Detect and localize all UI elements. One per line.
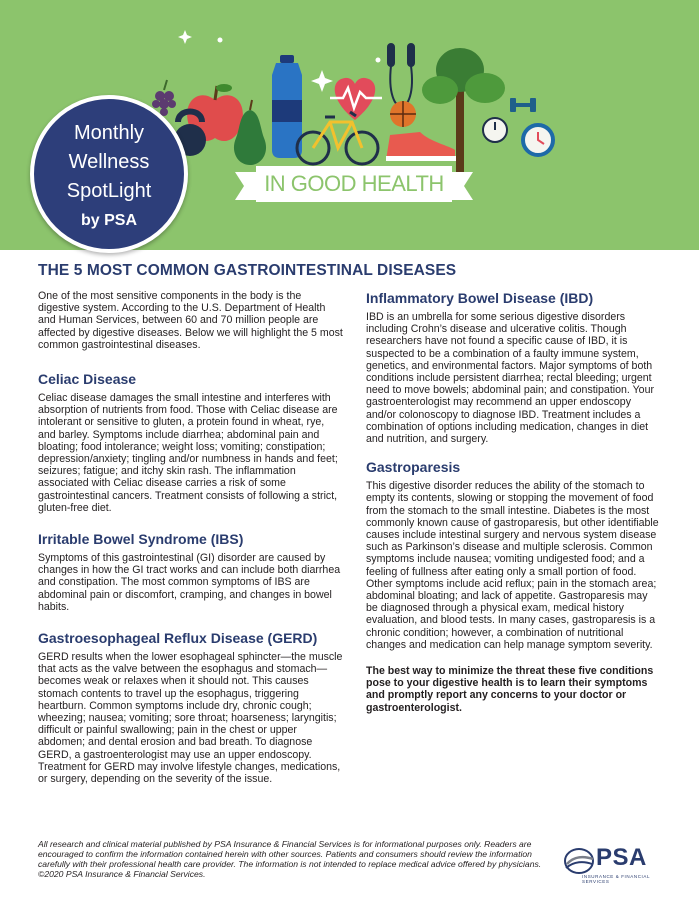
celiac-heading: Celiac Disease: [38, 371, 137, 388]
bicycle-icon: [297, 112, 378, 164]
gerd-heading: Gastroesophageal Reflux Disease (GERD): [38, 630, 318, 647]
disclaimer-text: All research and clinical material published by PSA Insurance & Financial Services is for informational purposes only. Readers are encouraged to confirm the information contained herein with other sources. Patients and consumers should review the information carefully with their professional health care provider. The information is not intended to replace medical advice offered by physicians. ©2020 PSA Insurance & Financial Services.: [38, 839, 542, 879]
gastroparesis-body: This digestive disorder reduces the ability of the stomach to empty its contents, slowing or stopping the movement of food from the stomach to the small intestine. Diabetes is the most commonly known cause of gastroparesis, but other identifiable causes include intestinal surgery and nervous system disease such as Parkinson’s disease and multiple sclerosis. Common symptoms include nausea; vomiting undigested food; and a feeling of fullness after eating only a small portion of food. Other symptoms include acid reflux; pain in the stomach area; abdominal bloating; and lack of appetite. Gastroparesis may be diagnosed through a physical exam, medical history evaluation, and blood tests. In many cases, gastroparesis is a chronic condition; however, a combination of nutritional changes and medication can help manage symptom severity.: [366, 480, 659, 651]
banner-text: IN GOOD HEALTH: [264, 171, 444, 196]
badge-by-psa: by PSA: [80, 212, 137, 229]
sneaker-icon: [386, 132, 456, 161]
logo-name: PSA: [596, 844, 647, 871]
dumbbell-icon: [510, 98, 536, 112]
basketball-icon: [390, 101, 416, 127]
gerd-body: GERD results when the lower esophageal sphincter—the muscle that acts as the valve between the esophagus and stomach—becomes weak or relaxes when it should not. This causes stomach contents to travel up the esophagus, triggering heartburn. Common symptoms include dry, chronic cough; wheezing; nausea; vomiting; sore throat; hoarseness; laryngitis; difficult or painful swallowing; pain in the chest or upper abdomen; and dental erosion and bad breath. To diagnose GERD, a gastroenterologist may use an upper endoscopy. Treatment for GERD may involve lifestyle changes, medications, or surgery, depending on the severity of the issue.: [38, 651, 343, 786]
ibd-body: IBD is an umbrella for some serious digestive disorders including Crohn’s disease and ulcerative colitis. Though researchers have not found a specific cause of IBD, it is suspected to be a combination of a faulty immune system, genetics, and environmental factors. Major symptoms of both conditions include persistent diarrhea; rectal bleeding; urgent need to move bowels; abdominal pain; and constipation. Your gastroenterologist may recommend an upper endoscopy and/or colonoscopy to diagnose IBD. Treatment includes a combination of options including medication, changes in diet and nutrition, and surgery.: [366, 311, 654, 446]
logo-subtitle: INSURANCE & FINANCIAL SERVICES: [582, 874, 650, 884]
right-column: [366, 290, 660, 714]
page-title: THE 5 MOST COMMON GASTROINTESTINAL DISEASES: [38, 262, 457, 279]
badge-line-1: Monthly: [73, 122, 145, 144]
heart-rate-icon: [330, 78, 382, 120]
ibs-heading: Irritable Bowel Syndrome (IBS): [38, 531, 244, 548]
intro-paragraph: One of the most sensitive components in the body is the digestive system. According to the U.S. Department of Health and Human Services, between 60 and 70 million people are affected by digestive diseases. Below we will highlight the 5 most common gastrointestinal diseases.: [38, 290, 343, 351]
psa-globe-icon: [562, 846, 596, 876]
ibs-body: Symptoms of this gastrointestinal (GI) disorder are caused by changes in how the GI tract works and can include both diarrhea and constipation. The most common symptoms of IBS are abdominal pain or discomfort, cramping, and changes in bowel habits.: [38, 552, 341, 613]
wellness-badge: [30, 95, 188, 253]
celiac-body: Celiac disease damages the small intestine and interferes with absorption of nutrients from food. Those with Celiac disease are intolerant or sensitive to gluten, a protein found in wheat, rye, and barley. Symptoms include diarrhea; abdominal pain and bloating; food intolerance; weight loss; vomiting; constipation; depression/anxiety; tingling and/or numbness in hands and feet; seizures; fatigue; and itchy skin rash. The inflammation associated with Celiac disease carries a risk of some gastrointestinal cancers. Treatment consists of following a strict, gluten-free diet.: [38, 392, 338, 514]
ibd-heading: Inflammatory Bowel Disease (IBD): [366, 290, 594, 306]
badge-line-2: Wellness: [68, 151, 150, 173]
stopwatch-icon: [483, 118, 507, 142]
left-column: [38, 290, 343, 785]
jump-rope-icon: [388, 44, 414, 107]
alarm-clock-icon: [523, 125, 553, 155]
psa-logo: [560, 844, 670, 884]
closing-statement: The best way to minimize the threat these five conditions pose to your digestive health is to learn their symptoms and promptly report any concerns to your doctor or gastroenterologist.: [366, 665, 654, 714]
gastroparesis-heading: Gastroparesis: [366, 459, 461, 476]
badge-line-3: SpotLight: [66, 180, 152, 202]
